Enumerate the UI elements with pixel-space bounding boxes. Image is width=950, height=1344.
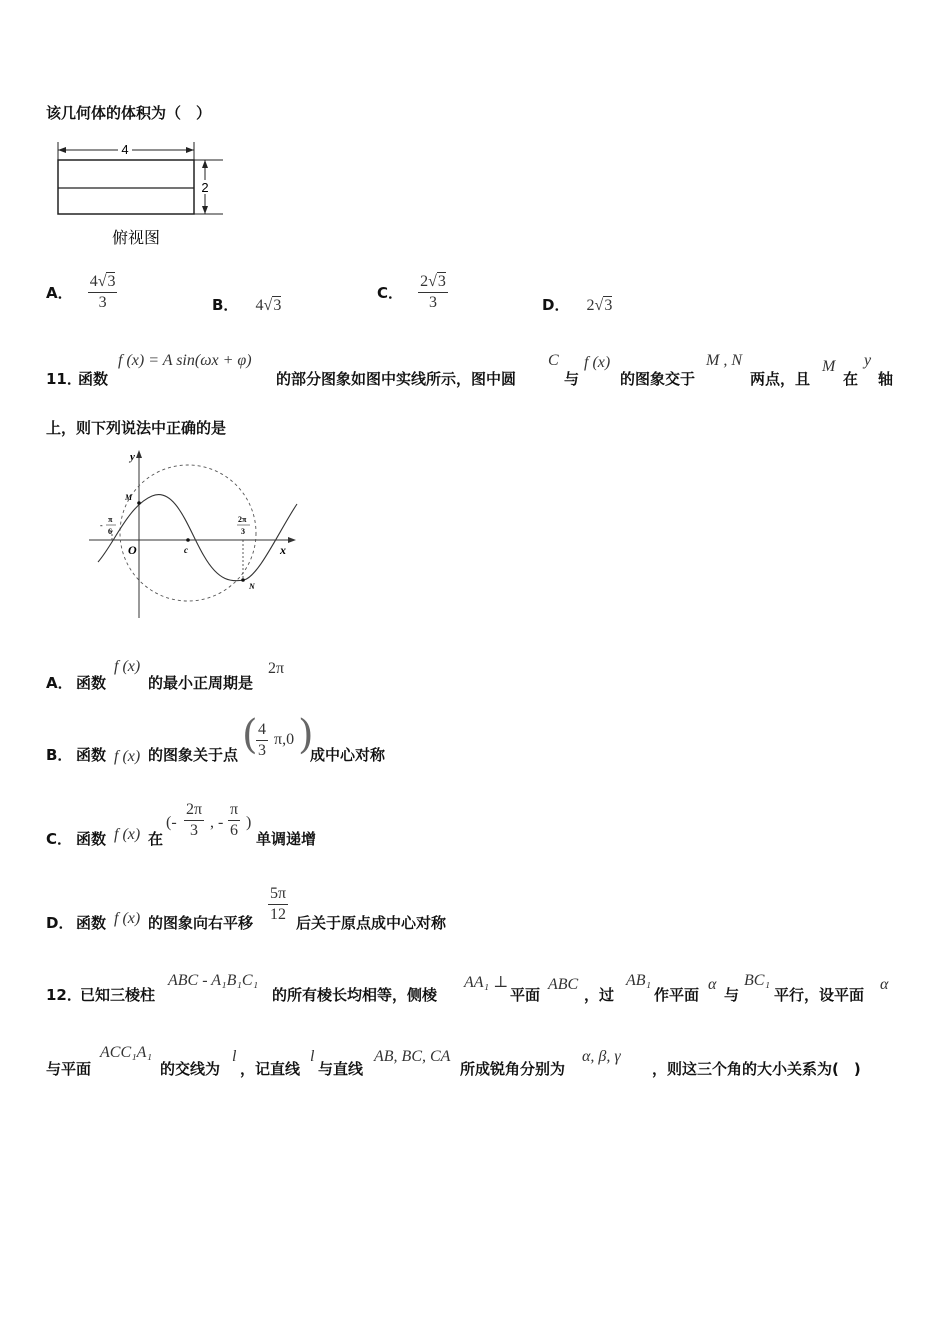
option-label: C．: [377, 284, 404, 302]
sine-graph: [84, 446, 309, 621]
q10-option-b[interactable]: [212, 294, 281, 315]
dim-width-label: 4: [121, 142, 129, 157]
option-label: B．: [212, 296, 239, 314]
q12-stem-line1: 12． 已知三棱柱 ABC - A₁B₁C₁ 的所有棱长均相等，侧棱 AA₁ ⊥ 平面 ABC ，过 AB₁ 作平面 α 与 BC₁ 平行，设平面 α: [46, 972, 889, 1004]
question-number: 12．: [46, 986, 82, 1004]
point-n: [241, 578, 245, 582]
svg-text:-: -: [100, 521, 103, 530]
q10-option-d[interactable]: [542, 294, 612, 315]
q11-stem-line1: 11． 函数 f (x) = A sin(ωx + φ) 的部分图象如图中实线所示，图中圆 C 与 f (x) 的图象交于 M , N 两点，且 M 在 y 轴: [46, 352, 894, 388]
q10-option-a[interactable]: [46, 272, 117, 313]
option-c-fraction: $\frac{2√3}{3}$: [420, 273, 446, 311]
sine-curve: [98, 495, 297, 581]
top-view-figure: [48, 136, 233, 251]
q12-stem-line2: 与平面 ACC₁A₁ 的交线为 l ，记直线 l 与直线 AB, BC, CA 所成锐角分别为 α, β, γ ，则这三个角的大小关系为( ): [46, 1044, 861, 1078]
q11-option-a[interactable]: A． 函数 f (x) 的最小正周期是 2π: [46, 658, 285, 692]
option-d-value: 2√3: [586, 297, 613, 314]
function-formula: f (x) = A sin(ωx + φ): [118, 352, 252, 369]
svg-text:π: π: [108, 515, 113, 524]
option-label: A．: [46, 284, 73, 302]
point-m: [137, 501, 141, 505]
option-b-value: 4√3: [255, 297, 282, 314]
option-a-fraction: $\frac{4√3}{3}$: [89, 273, 116, 311]
svg-text:M: M: [125, 493, 133, 502]
q11-stem-line2: 上，则下列说法中正确的是: [46, 419, 227, 437]
svg-text:6: 6: [108, 527, 112, 536]
svg-text:O: O: [128, 543, 137, 557]
q10-stem: 该几何体的体积为（ ）: [46, 104, 212, 122]
svg-text:2π: 2π: [238, 515, 247, 524]
q10-option-c[interactable]: [377, 272, 448, 313]
q11-option-d[interactable]: D． 函数 f (x) 的图象向右平移 $\frac{5\pi}{12}$ 后关于原点成中心对称: [46, 885, 447, 932]
option-label: D．: [542, 296, 570, 314]
figure-caption: 俯视图: [111, 228, 161, 247]
svg-text:3: 3: [241, 527, 245, 536]
q11-option-b[interactable]: B． 函数 f (x) 的图象关于点 ( $\frac{4}{3}$ π,0 ) 成中心对称: [46, 712, 386, 765]
question-number: 11．: [46, 370, 82, 388]
svg-text:N: N: [249, 582, 255, 591]
svg-text:y: y: [130, 451, 135, 463]
q11-option-c[interactable]: C． 函数 f (x) 在 (- $\frac{2\pi}{3}$ , - $\frac{\pi}{6}$ ) 单调递增: [46, 801, 317, 848]
dim-height-label: 2: [201, 180, 209, 195]
svg-text:x: x: [280, 543, 286, 557]
point-c: [186, 538, 190, 542]
svg-text:c: c: [184, 545, 188, 555]
